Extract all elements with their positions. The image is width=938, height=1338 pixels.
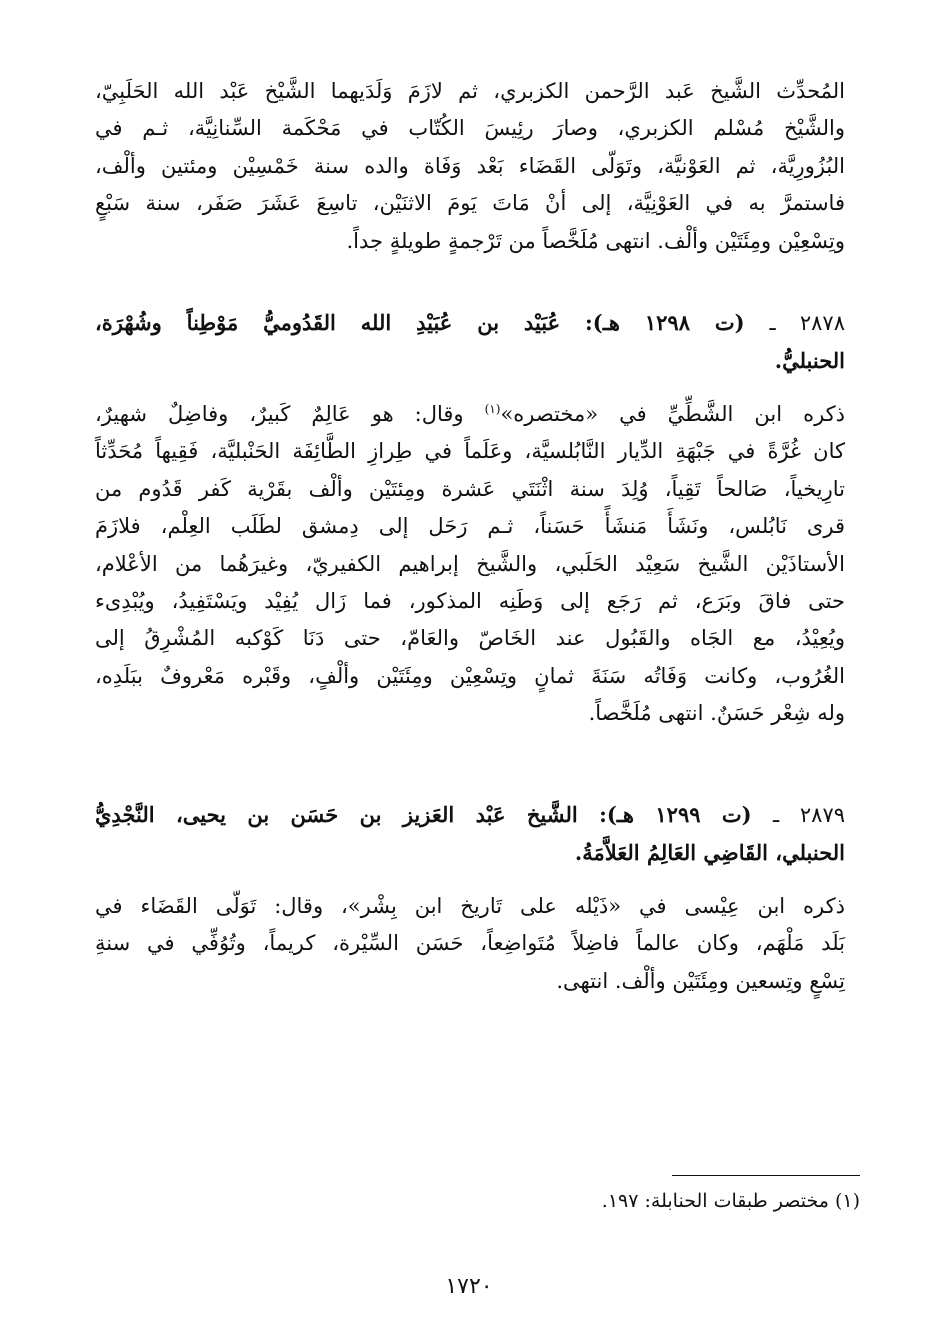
footnote-separator: [672, 1175, 860, 1176]
entry-heading-text: (ت ١٢٩٩ هـ): الشَّيخ عَبْد العَزيز بن حَسَن بن يحيى، النَّجْدِيُّ: [95, 802, 752, 827]
text-line: تِسْعٍ وتِسعين ومِئَتَيْن وألْف. انتهى.: [556, 968, 845, 993]
entry-2878-body: [95, 396, 845, 733]
entry-heading-text: (ت ١٢٩٨ هـ): عُبَيْد بن عُبَيْدِ الله القَدُوميُّ مَوْطِناً وشُهْرَة،: [95, 310, 745, 335]
text-line: ذكره ابن عِيْسى في «ذَيْله على تَاريخ ابن بِشْر»، وقال: تَوَلّى القَضَاء في: [95, 894, 845, 918]
footnote-marker: (١): [834, 1190, 860, 1212]
entry-heading-line: الحنبلي، القَاضِي العَالِمُ العَلاَّمَةُ.: [574, 840, 845, 866]
text-line: حتى فاقَ وبَرَع، ثم رَجَع إلى وَطَنِه المذكور، فما زَال يُفِيْد ويَسْتَفِيدُ، ويُبْدِىء: [95, 589, 845, 614]
entry-heading-line: [95, 796, 845, 834]
text-line: المُحدِّث الشَّيخ عَبد الرَّحمن الكزبري، ثم لازَمَ وَلَدَيهما الشَّيْخ عَبْد الله الحَلَبِيّ،: [95, 79, 845, 103]
text-segment: ذكره ابن الشَّطِّيِّ في «مختصره»: [500, 402, 846, 426]
footnote-text: مختصر طبقات الحنابلة: ١٩٧.: [601, 1190, 829, 1212]
text-line: الغُرُوب، وكانت وَفَاتُه سَنَةَ ثمانٍ وتِسْعِيْن ومِئَتَيْن وألْفٍ، وقَبْره مَعْروفٌ ببَلَدِه،: [95, 663, 845, 688]
text-line: بَلَد مَلْهَم، وكان عالماً فاضِلاً مُتَواضِعاً، حَسَن السِّيْرة، كريماً، وتُوُفِّي في سنةِ: [95, 931, 845, 956]
entry-heading-line: الحنبليُّ.: [774, 348, 845, 374]
entry-heading-line: [95, 304, 845, 342]
continuation-paragraph: [95, 73, 845, 260]
text-line: [95, 396, 845, 433]
entry-2878-heading: [95, 304, 845, 380]
text-line: فاستمرَّ به في العَوْنِيَّة، إلى أنْ مَاتَ يَومَ الاثنَيْن، تاسِعَ عَشَرَ صَفَر، سنة سَبْعٍ: [95, 191, 845, 216]
entry-2879-body: [95, 888, 845, 1000]
text-line: تارِيخياً، صَالحاً تَقِياً، وُلِدَ سنة اثْنَتَي عَشرة ومِئتَيْن وألْف بقَرْية كَفر قَدُوم من: [95, 476, 845, 501]
text-line: ويُعِيْدُ، مع الجَاه والقَبُول عند الخَاصّ والعَامّ، حتى دَنَا كَوْكبه المُشْرِقُ إلى: [95, 626, 845, 651]
text-line: الأستاذَيْن الشَّيخ سَعِيْد الحَلَبي، والشَّيخ إبراهيم الكفيريّ، وغيرَهُما من الأعْلام،: [95, 551, 845, 576]
entry-number: ٢٨٧٩ ـ: [772, 803, 846, 827]
text-line: والشَّيْخ مُسْلم الكزبري، وصارَ رئِيسَ الكُتّاب في مَحْكَمة السِّنانِيَّة، ثـم في: [95, 116, 845, 141]
text-line: وله شِعْر حَسَنٌ. انتهى مُلَخَّصاً.: [588, 701, 845, 726]
text-line: قرى نَابُلس، ونَشَأَ مَنشَأً حَسَناً، ثـم رَحَل إلى دِمشق لطَلَب العِلْم، فلازَمَ: [95, 514, 845, 539]
text-line: البُزُورِيَّة، ثم العَوْنيَّة، وتَوَلّى القَضَاء بَعْد وَفَاة والده سنة خَمْسِيْن ومئتين وألْف،: [95, 153, 845, 178]
text-segment: وقال: هو عَالِمٌ كَبيرٌ، وفاضِلٌ شهيرٌ،: [95, 402, 485, 426]
footnote: [95, 1186, 860, 1216]
page-number: ١٧٢٠: [445, 1274, 493, 1299]
text-line: كان غُرَّةً في جَبْهَةِ الدِّيار النَّابُلسيَّة، وعَلَماً في طِرازِ الطَّائِفَة الحَنْبليَّة، فَقِيهاً مُحَدِّثاً: [95, 439, 845, 464]
text-line: وتِسْعِيْن ومِئَتَيْن وألْف. انتهى مُلَخَّصاً من تَرْجمةٍ طويلةٍ جداً.: [346, 228, 845, 253]
entry-number: ٢٨٧٨ ـ: [769, 311, 845, 335]
footnote-reference: (١): [484, 402, 501, 416]
entry-2879-heading: [95, 796, 845, 872]
